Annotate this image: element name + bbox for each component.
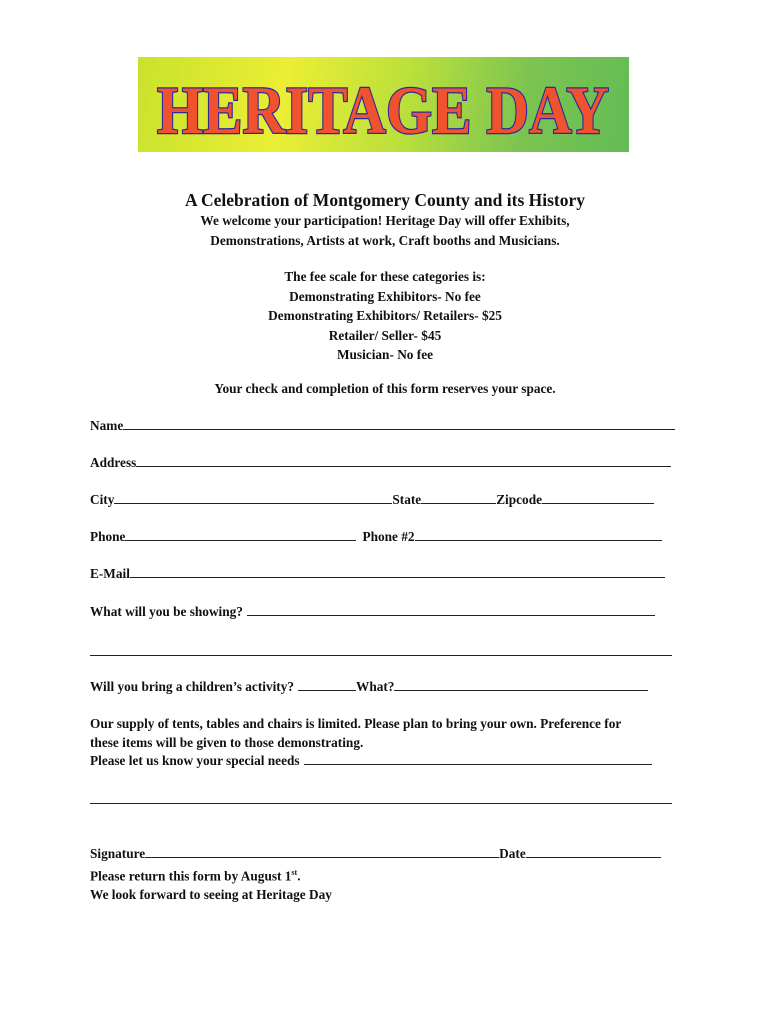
email-row [90, 565, 665, 585]
intro-line-1: We welcome your participation! Heritage Day will offer Exhibits, [200, 213, 570, 228]
intro-line-2: Demonstrations, Artists at work, Craft booths and Musicians. [210, 232, 560, 248]
date-field[interactable] [526, 845, 661, 858]
banner-title-graphic [138, 57, 629, 152]
special-needs-label: Please let us know your special needs [90, 753, 300, 768]
return-deadline-suffix: st [291, 868, 298, 877]
childrens-activity-row [90, 678, 648, 698]
fee-item: Retailer/ Seller- $45 [328, 327, 442, 343]
signature-row [90, 845, 661, 865]
footer-notes [90, 863, 690, 904]
date-label: Date [499, 846, 526, 861]
return-deadline-end: . [297, 868, 301, 884]
email-field[interactable] [130, 565, 665, 578]
fee-item: Demonstrating Exhibitors- No fee [289, 288, 481, 304]
showing-row [90, 603, 655, 623]
email-label: E-Mail [90, 566, 130, 581]
intro-text [0, 211, 770, 250]
what-label: What? [356, 679, 395, 694]
name-label: Name [90, 418, 124, 433]
supply-line-1: Our supply of tents, tables and chairs is limited. Please plan to bring your own. Preference for [90, 716, 622, 731]
state-field[interactable] [421, 491, 496, 504]
return-deadline-text: Please return this form by August 1 [90, 868, 292, 884]
what-field[interactable] [394, 678, 648, 691]
supply-note [90, 714, 690, 752]
phone2-label: Phone #2 [362, 529, 415, 544]
return-deadline [90, 863, 690, 885]
city-label: City [90, 492, 115, 507]
supply-line-2: these items will be given to those demonstrating. [90, 735, 364, 750]
showing-field[interactable] [247, 603, 655, 616]
childrens-activity-label: Will you bring a children’s activity? [90, 679, 295, 694]
address-field[interactable] [136, 454, 671, 467]
address-row [90, 454, 671, 474]
phone-row [90, 528, 662, 548]
phone2-field[interactable] [415, 528, 662, 541]
name-field[interactable] [123, 417, 675, 430]
childrens-activity-field[interactable] [298, 678, 356, 691]
state-label: State [392, 492, 422, 507]
fee-item: Musician- No fee [336, 347, 433, 362]
special-needs-field[interactable] [304, 752, 652, 765]
address-label: Address [90, 455, 137, 470]
city-state-zip-row [90, 491, 654, 511]
signature-field[interactable] [145, 845, 499, 858]
city-field[interactable] [114, 491, 392, 504]
fee-item: Demonstrating Exhibitors/ Retailers- $25 [268, 308, 502, 323]
showing-label: What will you be showing? [90, 604, 243, 619]
fee-scale [0, 267, 770, 365]
special-needs-row [90, 752, 652, 772]
name-row [90, 417, 675, 437]
heritage-day-banner [138, 57, 629, 152]
zipcode-field[interactable] [542, 491, 654, 504]
phone-label: Phone [90, 529, 126, 544]
fee-scale-intro: The fee scale for these categories is: [284, 269, 486, 284]
closing-text: We look forward to seeing at Heritage Day [90, 887, 332, 903]
page-title: A Celebration of Montgomery County and its History [184, 190, 586, 210]
signature-label: Signature [90, 846, 146, 861]
showing-extra-line[interactable] [90, 655, 672, 656]
zipcode-label: Zipcode [496, 492, 542, 507]
reserve-note: Your check and completion of this form reserves your space. [214, 381, 556, 396]
special-needs-extra-line[interactable] [90, 803, 672, 804]
phone-field[interactable] [125, 528, 356, 541]
banner-title: HERITAGE DAY [157, 72, 609, 148]
